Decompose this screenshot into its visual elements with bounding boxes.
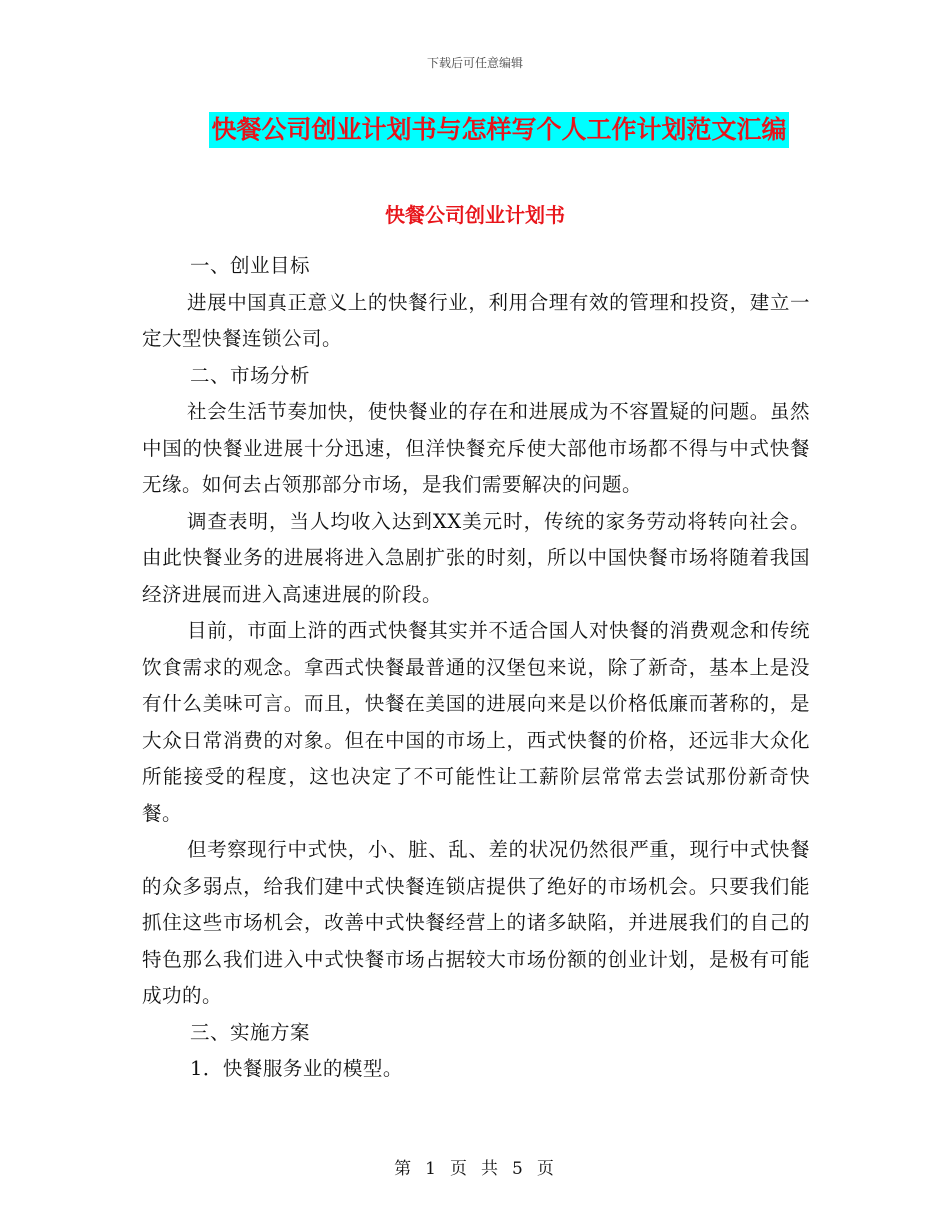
document-body (142, 248, 810, 1088)
main-title: 快餐公司创业计划书与怎样写个人工作计划范文汇编 (209, 112, 788, 148)
section-title: 快餐公司创业计划书 (385, 203, 565, 227)
section-heading: 一、创业目标 (190, 254, 311, 277)
footer-label-total: 共 (481, 1159, 500, 1179)
paragraph: 目前，市面上浒的西式快餐其实并不适合国人对快餐的消费观念和传统饮食需求的观念。拿西式快餐最普通的汉堡包来说，除了新奇，基本上是没有什么美味可言。而且，快餐在美国的进展向来是以价格低廉而著称的，是大众日常消费的对象。但在中国的市场上，西式快餐的价格，还远非大众化所能接受的程度，这也决定了不可能性让工薪阶层常常去尝试那份新奇快餐。 (142, 619, 810, 825)
paragraph: 社会生活节奏加快，使快餐业的存在和进展成为不容置疑的问题。虽然中国的快餐业进展十分迅速，但洋快餐充斥使大部他市场都不得与中式快餐无缘。如何去占领那部分市场，是我们需要解决的问题。 (142, 400, 810, 496)
section-heading: 二、市场分析 (190, 363, 311, 387)
paragraph: 调查表明，当人均收入达到XX美元时，传统的家务劳动将转向社会。由此快餐业务的进展将进入急剧扩张的时刻，所以中国快餐市场将随着我国经济进展而进入高速进展的阶段。 (142, 509, 810, 606)
total-page-count: 5 (512, 1159, 525, 1179)
footer-label-page: 第 (394, 1159, 414, 1179)
main-title-container (0, 112, 950, 148)
header-note: 下载后可任意编辑 (426, 56, 523, 70)
footer-label-unit: 页 (536, 1159, 556, 1179)
footer-label-unit: 页 (450, 1159, 469, 1179)
current-page-number: 1 (425, 1159, 438, 1179)
section-heading: 三、实施方案 (190, 1020, 311, 1044)
paragraph: 但考察现行中式快，小、脏、乱、差的状况仍然很严重，现行中式快餐的众多弱点，给我们建中式快餐连锁店提供了绝好的市场机会。只要我们能抓住这些市场机会，改善中式快餐经营上的诸多缺陷，并进展我们的自己的特色那么我们进入中式快餐市场占据较大市场份额的创业计划，是极有可能成功的。 (142, 838, 810, 1007)
paragraph: 进展中国真正意义上的快餐行业，利用合理有效的管理和投资，建立一定大型快餐连锁公司。 (142, 290, 810, 350)
page-footer (0, 1154, 950, 1179)
list-item: 1．快餐服务业的模型。 (190, 1057, 403, 1080)
